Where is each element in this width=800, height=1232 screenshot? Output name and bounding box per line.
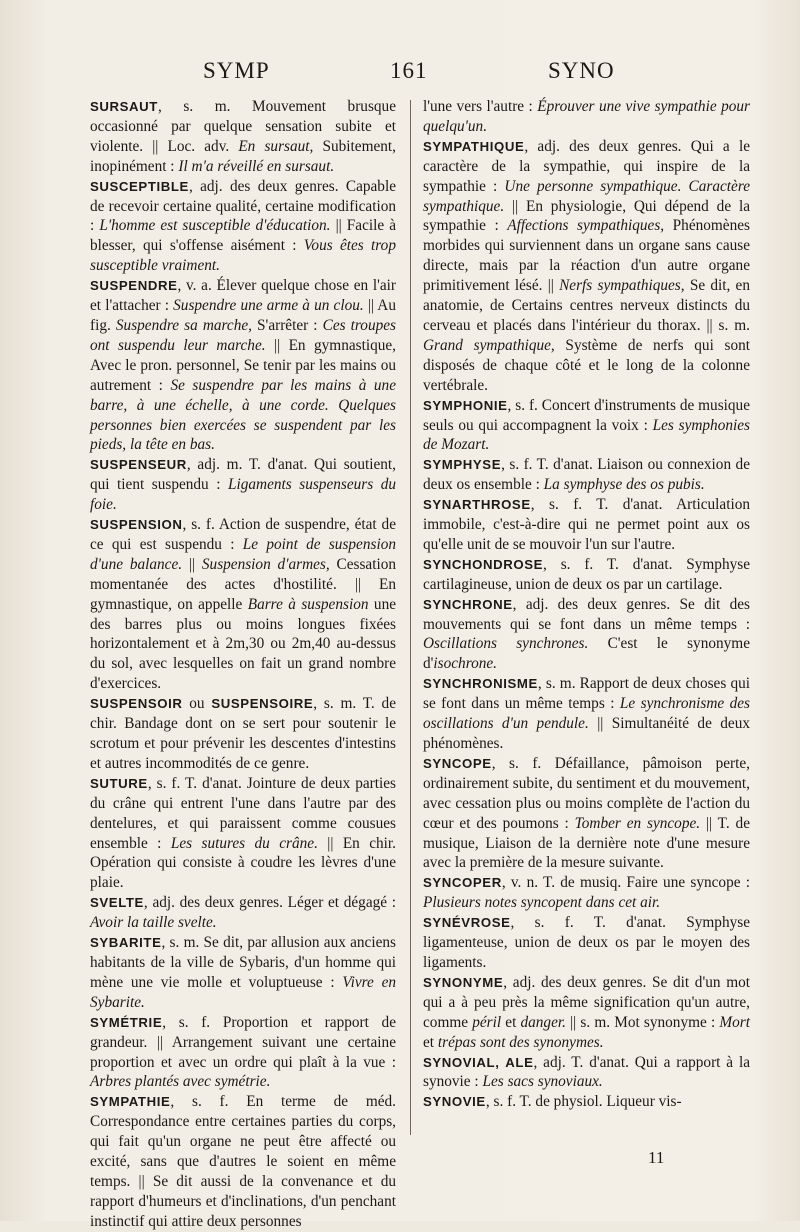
dictionary-entry xyxy=(90,515,396,694)
example-text: Mort xyxy=(719,1013,750,1031)
definition-text: Se dit, en anatomie, de Certains centres nerveux distincts du cerveau et placés dans l'intérieur du thorax. || s. m. xyxy=(423,277,750,334)
example-text: Une personne sympathique. Caractère sympathique. xyxy=(423,177,750,215)
dictionary-entry xyxy=(423,1053,750,1093)
dictionary-entry xyxy=(423,495,750,555)
example-text: Ces troupes ont suspendu leur marche. xyxy=(90,316,396,354)
dictionary-entry xyxy=(90,455,396,515)
example-text: Suspension d'armes, xyxy=(201,555,330,573)
definition-text: , s. f. Défaillance, pâmoison perte, ordinairement subite, du sentiment et du mouvement, avec cessation plus ou moins complète de l'action du cœur et des poumons : xyxy=(423,754,750,832)
example-text: L'homme est susceptible d'éducation. xyxy=(99,217,331,235)
definition-text: , adj. des deux genres. Qui a le caractère de la sympathie, qui inspire de la sympathie : xyxy=(423,137,750,195)
example-text: Vous êtes trop susceptible vraiment. xyxy=(90,237,396,275)
right-column xyxy=(423,97,750,1112)
definition-text: S'arrêter : xyxy=(251,316,323,334)
headword: SYMPHYSE xyxy=(423,457,502,473)
dictionary-entry xyxy=(90,177,396,277)
headword: SUSPENSOIRE xyxy=(211,696,314,712)
example-text: Arbres plantés avec symétrie. xyxy=(90,1073,271,1091)
example-text: danger. xyxy=(520,1013,566,1031)
example-text: Les symphonies de Mozart. xyxy=(423,416,750,454)
headword: SUSPENDRE xyxy=(90,278,178,294)
dictionary-entry xyxy=(423,97,750,137)
signature-mark: 11 xyxy=(648,1148,665,1167)
definition-text: || Simultanéité de deux phénomènes. xyxy=(423,715,750,752)
example-text: trépas xyxy=(437,1033,477,1051)
dictionary-entry xyxy=(423,873,750,913)
headword: SVELTE xyxy=(90,895,144,911)
dictionary-entry xyxy=(423,674,750,754)
definition-text: || En physiologie, Qui dépend de la sympathie : xyxy=(423,197,750,235)
definition-text: , v. n. T. de musiq. Faire une syncope : xyxy=(501,874,750,892)
dictionary-entry xyxy=(423,1092,750,1112)
example-text: Suspendre sa marche, xyxy=(115,316,252,334)
running-head xyxy=(0,58,800,88)
left-column xyxy=(90,97,396,1232)
example-text: Il m'a réveillé en sursaut. xyxy=(178,157,335,175)
headword: SUSPENSOIR xyxy=(90,696,183,712)
definition-text: , s. f. T. d'anat. Symphyse ligamenteuse, union de deux os par le moyen des ligaments. xyxy=(423,914,750,971)
example-text: isochrone. xyxy=(433,655,497,673)
headword: SYNONYME xyxy=(423,974,504,990)
example-text: Vivre en Sybarite. xyxy=(90,973,397,1011)
header-left-guide-word: SYMP xyxy=(203,58,270,83)
definition-text: || T. de musique, Liaison de la dernière note d'une mesure avec la première de la mesure suivante. xyxy=(423,814,750,872)
example-text: Les sutures du crâne. xyxy=(170,834,318,852)
dictionary-entry xyxy=(90,694,396,774)
headword: SURSAUT xyxy=(90,99,158,114)
headword: SYMÉTRIE xyxy=(90,1014,163,1030)
header-right-guide-word: SYNO xyxy=(548,58,615,83)
headword: SYNCOPE xyxy=(423,755,492,771)
dictionary-entry xyxy=(423,913,750,973)
example-text: En sursaut, xyxy=(238,137,314,155)
example-text: Grand sympathique, xyxy=(423,336,555,354)
example-text: Se suspendre par les mains à une barre, à une échelle, à une corde. Quelques personnes bien exercées se suspendent par les pieds, la tête en bas. xyxy=(90,376,396,454)
definition-text: || s. m. Mot synonyme : xyxy=(565,1013,720,1031)
definition-text: , adj. T. d'anat. Qui a rapport à la synovie : xyxy=(423,1053,750,1091)
dictionary-entry xyxy=(90,1092,396,1231)
definition-text: C'est le synonyme d' xyxy=(423,635,750,673)
definition-text: , adj. m. T. d'anat. Qui soutient, qui tient suspendu : xyxy=(90,456,396,494)
definition-text: , s. f. En terme de méd. Correspondance entre certaines parties du corps, qui fait qu'un organe ne peut être affecté ou excité, sans que d'autres le soient en même temps. || Se dit aussi de la convenance et du rapport d'humeurs et d'inclinations, d'un penchant instinctif qui attire deux personnes xyxy=(90,1093,396,1230)
example-text: Le synchronisme des oscillations d'un pendule. xyxy=(423,695,751,733)
definition-text: || Au fig. xyxy=(90,297,396,334)
definition-text: || xyxy=(182,555,202,573)
definition-text: , adj. des deux genres. Se dit d'un mot qui a à peu près la même signification qu'un autre, comme xyxy=(423,973,750,1031)
definition-text: Subitement, inopinément : xyxy=(90,137,396,175)
dictionary-entry xyxy=(423,973,750,1053)
definition-text: , s. f. T. de physiol. Liqueur vis- xyxy=(485,1093,682,1111)
dictionary-entry xyxy=(423,396,750,456)
definition-text: ou xyxy=(182,695,212,713)
definition-text: , s. m. Se dit, par allusion aux anciens habitants de la ville de Sybaris, d'un homme qui mène une vie molle et voluptueuse : xyxy=(90,934,396,991)
definition-text: Phénomènes morbides qui surviennent dans un organe sans cause directe, mais par la réaction d'un autre organe primitivement lésé. || xyxy=(423,217,750,295)
definition-text: , s. m. Mouvement brusque occasionné par quelque sensation subite et violente. || Loc. adv. xyxy=(90,98,396,155)
dictionary-entry xyxy=(90,97,396,177)
headword: SYMPATHIQUE xyxy=(423,138,525,154)
headword: SYMPHONIE xyxy=(423,397,508,413)
example-text: La symphyse des os pubis. xyxy=(543,476,705,494)
definition-text: , v. a. Élever quelque chose en l'air et l'attacher : xyxy=(90,277,396,315)
example-text: Suspendre une arme à un clou. xyxy=(173,297,364,315)
definition-text: || En gymnastique, Avec le pron. personnel, Se tenir par les mains ou autrement : xyxy=(90,336,397,394)
example-text: péril xyxy=(472,1013,502,1031)
headword: SYNÉVROSE xyxy=(423,915,511,931)
example-text: Oscillations synchrones. xyxy=(423,635,589,653)
definition-text: et xyxy=(501,1013,521,1031)
headword: SUSPENSION xyxy=(90,517,183,533)
definition-text: , s. f. Concert d'instruments de musique seuls ou qui accompagnent la voix : xyxy=(423,396,750,434)
definition-text: , s. m. T. de chir. Bandage dont on se sert pour soutenir le scrotum et pour prévenir les descentes d'intestins et autres incommodités de ce genre. xyxy=(90,695,396,772)
definition-text: , s. f. T. d'anat. Liaison ou connexion de deux os ensemble : xyxy=(423,456,750,494)
example-text: Ligaments suspenseurs du foie. xyxy=(90,476,396,514)
headword: SUTURE xyxy=(90,775,148,791)
definition-text: , adj. des deux genres. Léger et dégagé : xyxy=(143,894,396,912)
example-text: Avoir la taille svelte. xyxy=(90,914,217,932)
definition-text: , adj. des deux genres. Capable de recevoir certaine qualité, certaine modification : xyxy=(90,177,396,235)
page-number: 161 xyxy=(390,58,428,83)
headword: SYNCHONDROSE xyxy=(423,556,544,572)
example-text: Nerfs sympathiques, xyxy=(559,277,685,295)
example-text: Éprouver une vive sympathie pour quelqu'un. xyxy=(423,98,750,135)
example-text: Tomber en syncope. xyxy=(574,814,701,832)
example-text: Le point de suspension d'une balance. xyxy=(90,535,396,573)
definition-text: et xyxy=(423,1033,438,1051)
headword: SYNCHRONISME xyxy=(423,676,538,692)
definition-text: Système de nerfs qui sont disposés de chaque côté et le long de la colonne vertébrale. xyxy=(423,336,750,394)
dictionary-entry xyxy=(90,1013,396,1093)
definition-text: l'une vers l'autre : xyxy=(423,98,538,115)
column-divider xyxy=(410,100,411,1135)
example-text: Barre à suspension xyxy=(247,595,369,613)
headword: SUSPENSEUR xyxy=(90,457,187,473)
definition-text: , adj. des deux genres. Se dit des mouvements qui se font dans un même temps : xyxy=(423,595,750,633)
definition-text: || Facile à blesser, qui s'offense aisément : xyxy=(90,217,397,255)
dictionary-entry xyxy=(90,933,396,1013)
definition-text: , s. f. Action de suspendre, état de ce qui est suspendu : xyxy=(90,516,396,553)
headword: SYMPATHIE xyxy=(90,1094,171,1110)
dictionary-entry xyxy=(90,276,396,455)
dictionary-entry xyxy=(423,595,750,675)
headword: SYNOVIAL, ALE xyxy=(423,1054,534,1070)
definition-text: , s. f. T. d'anat. Jointure de deux parties du crâne qui entrent l'une dans l'autre par des dentelures, et qui paraissent comme cousues ensemble : xyxy=(90,774,396,852)
headword: SYNCHRONE xyxy=(423,596,513,612)
dictionary-entry xyxy=(423,455,750,495)
headword: SUSCEPTIBLE xyxy=(90,178,189,194)
definition-text: , s. f. T. d'anat. Symphyse cartilagineuse, union de deux os par un cartilage. xyxy=(423,555,750,593)
example-text: sont des synonymes. xyxy=(479,1033,604,1051)
definition-text: une des barres plus ou moins longues fixées horizontalement et à 2m,30 ou 2m,40 au-dessus du sol, avec lesquelles on fait un grand nombre d'exercices. xyxy=(90,595,397,693)
example-text: Affections sympathiques, xyxy=(507,217,665,235)
dictionary-entry xyxy=(423,555,750,595)
headword: SYBARITE xyxy=(90,935,162,951)
definition-text: Cessation momentanée des actes d'hostilité. || En gymnastique, on appelle xyxy=(90,555,397,613)
dictionary-entry xyxy=(423,137,750,396)
definition-text: , s. m. Rapport de deux choses qui se font dans un même temps : xyxy=(423,675,750,713)
definition-text: , s. f. T. d'anat. Articulation immobile, c'est-à-dire qui ne permet point aux os qu'elle unit de se mouvoir l'un sur l'autre. xyxy=(423,496,750,553)
headword: SYNOVIE xyxy=(423,1094,486,1110)
example-text: Plusieurs notes syncopent dans cet air. xyxy=(423,894,661,912)
dictionary-entry xyxy=(423,754,750,873)
definition-text: || En chir. Opération qui consiste à coudre les lèvres d'une plaie. xyxy=(90,834,396,892)
dictionary-entry xyxy=(90,774,396,893)
headword: SYNARTHROSE xyxy=(423,497,531,513)
example-text: Les sacs synoviaux. xyxy=(482,1073,603,1091)
dictionary-entry xyxy=(90,893,396,933)
headword: SYNCOPER xyxy=(423,875,502,891)
definition-text: , s. f. Proportion et rapport de grandeur. || Arrangement suivant une certaine proportion et avec un ordre qui plaît à la vue : xyxy=(90,1013,396,1071)
